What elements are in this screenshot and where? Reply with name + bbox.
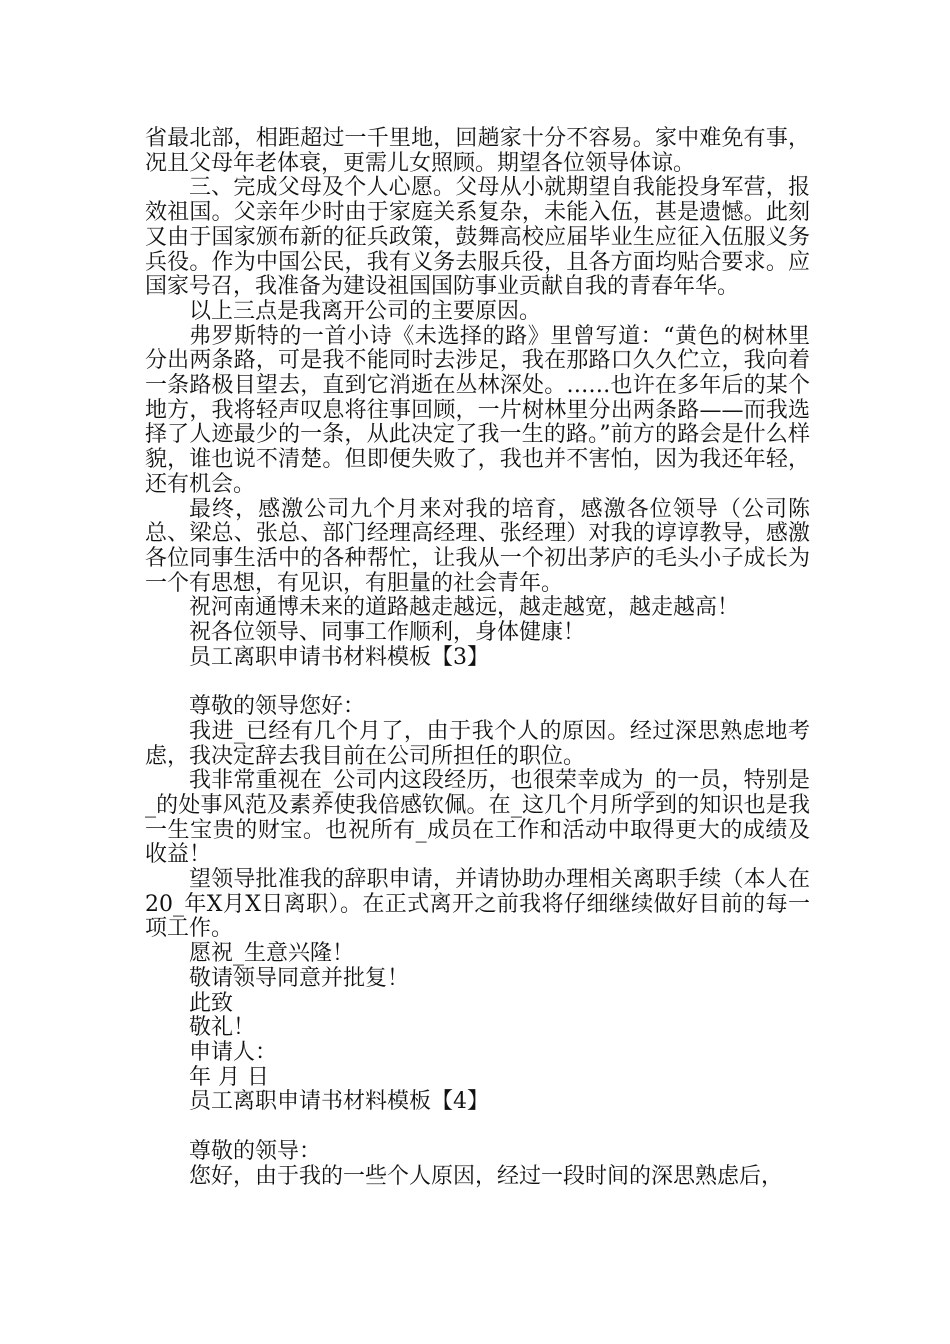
paragraph: 我非常重视在_公司内这段经历，也很荣幸成为_的一员，特别是_的处事风范及素养使我倍感钦佩。在_这几个月所学到的知识也是我一生宝贵的财宝。也祝所有_成员在工作和活动中取得更大的成绩及收益！	[145, 768, 810, 868]
paragraph: 我进_已经有几个月了，由于我个人的原因。经过深思熟虑地考虑，我决定辞去我目前在公司所担任的职位。	[145, 718, 810, 769]
closing-line: 敬礼！	[189, 1015, 256, 1041]
paragraph: 以上三点是我离开公司的主要原因。	[189, 298, 542, 324]
paragraph: 省最北部，相距超过一千里地，回趟家十分不容易。家中难免有事，况且父母年老体衰，更需儿女照顾。期望各位领导体谅。	[145, 126, 810, 176]
paragraph: 三、完成父母及个人心愿。父母从小就期望自我能投身军营，报效祖国。父亲年少时由于家庭关系复杂，未能入伍，甚是遗憾。此刻又由于国家颁布新的征兵政策，鼓舞高校应届毕业生应征入伍服义务兵役。作为中国公民，我有义务去服兵役，且各方面均贴合要求。应国家号召，我准备为建设祖国国防事业贡献自我的青春年华。	[145, 175, 810, 300]
paragraph: 祝河南通博未来的道路越走越远，越走越宽，越走越高！	[189, 595, 740, 621]
paragraph: 祝各位领导、同事工作顺利，身体健康！	[189, 620, 586, 646]
salutation: 尊敬的领导：	[189, 1138, 322, 1164]
paragraph: 愿祝_生意兴隆！	[189, 941, 355, 967]
closing-line: 此致	[189, 990, 234, 1016]
salutation: 尊敬的领导您好：	[189, 694, 366, 720]
paragraph: 您好，由于我的一些个人原因，经过一段时间的深思熟虑后，	[189, 1163, 784, 1189]
paragraph: 弗罗斯特的一首小诗《未选择的路》里曾写道：“黄色的树林里分出两条路，可是我不能同时去涉足，我在那路口久久伫立，我向着一条路极目望去，直到它消逝在丛林深处。……也许在多年后的某个地方，我将轻声叹息将往事回顾，一片树林里分出两条路——而我选择了人迹最少的一条，从此决定了我一生的路。”前方的路会是什么样貌，谁也说不清楚。但即便失败了，我也并不害怕，因为我还年轻，还有机会。	[145, 323, 810, 497]
paragraph: 望领导批准我的辞职申请，并请协助办理相关离职手续（本人在20_年X月X日离职）。在正式离开之前我将仔细继续做好目前的每一项工作。	[145, 867, 810, 942]
blank-line	[145, 670, 810, 695]
date-line: 年 月 日	[189, 1064, 269, 1090]
section-heading: 员工离职申请书材料模板【3】	[189, 644, 489, 670]
signature-label: 申请人：	[189, 1040, 278, 1065]
blank-line	[145, 1115, 810, 1140]
section-heading: 员工离职申请书材料模板【4】	[189, 1089, 489, 1115]
paragraph: 敬请领导同意并批复！	[189, 965, 410, 991]
paragraph: 最终，感激公司九个月来对我的培育，感激各位领导（公司陈总、梁总、张总、部门经理高经理、张经理）对我的谆谆教导，感激各位同事生活中的各种帮忙，让我从一个初出茅庐的毛头小子成长为一个有思想，有见识，有胆量的社会青年。	[145, 496, 810, 596]
document-body	[145, 127, 810, 1189]
